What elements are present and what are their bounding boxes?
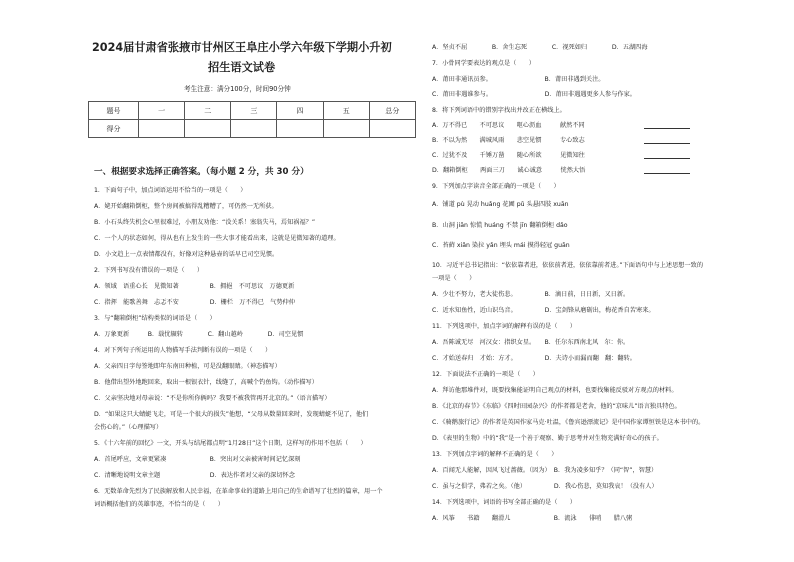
question-line: 会伤心的。”（心理描写） xyxy=(94,424,163,431)
question-line: A．百闻无人能解，因风飞过蔷薇。（因为） B．我为凌多知乎？（同“智”，智慧） xyxy=(432,467,658,474)
question-line: A．铺道 pù 晃动 huǎng 花圃 pǔ 头悬四肢 xuān xyxy=(432,201,569,208)
score-cell: 二 xyxy=(185,102,231,120)
question-line: C．父亲坚决地对母亲说：“不是你所你俩吗？我要不被我管再开北京的。”（语言描写） xyxy=(94,395,331,402)
question-line: 11．下列选项中，加点字词的解释有误的是（ ） xyxy=(432,323,576,330)
question-line: 14．下列选项中，词语的书写全部正确的是（ ） xyxy=(432,499,576,506)
score-table-score-row xyxy=(89,120,416,138)
score-input-cell[interactable] xyxy=(139,120,185,138)
question-line: D．翻箱倒柜 两面三刀 诚心诚意 恍然大悟 xyxy=(432,167,586,174)
question-line: C．近水知鱼性，近山识鸟音。 D．宝剑锋从磨砺出，梅花香自苦寒来。 xyxy=(432,307,655,314)
question-line: A．吾陈诚无尽 河汉女：指织女星。 B．任尔东西南北风 尔：你。 xyxy=(432,339,630,346)
question-line: B．山洞 jiān 惊慌 huáng 不禁 jīn 翻箱倒柜 dǎo xyxy=(432,222,568,229)
exam-title-line2: 招生语文试卷 xyxy=(208,61,276,74)
answer-blank[interactable] xyxy=(644,167,690,174)
question-line: 5．《十六年前的回忆》一文，开头与结尾都点明“1月28日”这个日期，这样写的作用不包括（ ） xyxy=(94,440,367,447)
question-line: A．领域 语重心长 见微知著 B．拥挹 不可思议 万德更新 xyxy=(94,283,295,290)
question-line: C．过犹不及 千锤万凿 随心所欲 见微知往 xyxy=(432,152,585,159)
question-line: 9．下列加点字读音全部正确的一项是（ ） xyxy=(432,183,560,190)
exam-title-line1: 2024届甘肃省张掖市甘州区王阜庄小学六年级下学期小升初 xyxy=(92,41,392,54)
question-line: 4．对下列句子所运用的人物描写手法判断有误的一项是（ ） xyxy=(94,347,272,354)
question-line: 6．无数革命先烈为了民族解放和人民幸福，在革命事业的道路上用自己的生命谱写了壮烈的篇章，用一个 xyxy=(94,488,383,495)
question-line: D．小文趋上一点表情都没有，好像对这种悬壶的话早已司空见惯。 xyxy=(94,251,279,258)
score-input-cell[interactable] xyxy=(323,120,369,138)
score-input-cell[interactable] xyxy=(369,120,415,138)
question-line: 8．将下列词语中的错别字找出并改正在横线上。 xyxy=(432,107,566,114)
score-cell: 一 xyxy=(139,102,185,120)
score-cell: 四 xyxy=(277,102,323,120)
question-line: B．《北京的春节》《东临》《四时田园杂兴》的作者都是老舍，他的“京味儿”语言独具特色。 xyxy=(432,403,681,410)
question-line: C．莆田非遇谁参与。 D．莆田非遇遇更多人参与作家。 xyxy=(432,91,636,98)
score-cell: 题号 xyxy=(89,102,139,120)
score-table-header-row xyxy=(89,102,416,120)
question-line: A．万象更新 B．载忧辗转 C．翻山越岭 D．司空见惯 xyxy=(94,331,304,338)
question-line: D．“如果这只大蜻蜓飞走，可是一个很大的损失”他想，“父母从数量回来时，发现蜻蜓不见了，他们 xyxy=(94,411,369,418)
score-input-cell[interactable] xyxy=(185,120,231,138)
question-line: A．父亲四日字每签地即年东南田种植，可是没翻眼睛。（神态描写） xyxy=(94,363,281,370)
question-line: C．《骑鹅旅行记》的作者是英国作家马克·吐温，《鲁宾逊漂流记》是中国作家谭恒铁是这本书中的。 xyxy=(432,419,705,426)
question-line: 10．习近平总书记指出：“依依靠者进，依依前者进，依依靠前者进。”下面语句中与上述思想一致的 xyxy=(432,262,704,269)
answer-blank[interactable] xyxy=(644,152,690,159)
question-line: A．拜访他那堆件对，既要找集能证明自己观点的材料，也要找集能反驳对方观点的材料。 xyxy=(432,387,678,394)
question-line: 2．下列书写没有错误的一项是（ ） xyxy=(94,267,204,274)
question-line: C．苔藓 xiǎn 染拉 yǎn 埋头 mái 摸得轻冠 guān xyxy=(432,242,570,249)
question-line: C．清晰地说明文章主题 D．表达作者对父亲的深切怀念 xyxy=(94,472,295,479)
score-cell: 得分 xyxy=(89,120,139,138)
answer-blank[interactable] xyxy=(644,137,690,144)
score-input-cell[interactable] xyxy=(231,120,277,138)
score-table xyxy=(88,101,416,138)
answer-blank[interactable] xyxy=(644,122,690,129)
question-line: A．坚贞不屈 B．舍生忘死 C．视死如归 D．五湖四海 xyxy=(432,44,648,51)
question-line: A．莆田非通讯员参。 B．莆田非遇到关注。 xyxy=(432,76,605,83)
question-line: C．虽与之俱学，弗若之矣。（他） D．我心伤悲，莫知我哀！（没有人） xyxy=(432,483,658,490)
score-input-cell[interactable] xyxy=(277,120,323,138)
question-line: 13．下列加点字词的解释不正确的是（ ） xyxy=(432,451,558,458)
question-line: C．指挥 能歌善舞 忐忑不安 D．栅栏 万不得已 气势仲仲 xyxy=(94,299,295,306)
question-line: 3．与“翻箱倒柜”结构类似的词语是（ ） xyxy=(94,315,216,322)
question-line: A．风筝 书籍 翻滑儿 B．流泳 俳哨 腊八粥 xyxy=(432,515,633,522)
score-cell: 总分 xyxy=(369,102,415,120)
score-cell: 三 xyxy=(231,102,277,120)
question-line: 1．下面句子中，加点词语运用不恰当的一项是（ ） xyxy=(94,187,247,194)
exam-notice: 考生注意：满分100分，时间90分钟 xyxy=(184,85,291,93)
question-line: A．首尾呼应，文章更紧凑 B．突出对父亲被害时间记忆深刻 xyxy=(94,456,301,463)
question-line: A．万不得已 不可思议 呕心沥血 献然不同 xyxy=(432,122,585,129)
question-line: B．他借出望外地跑回来，取出一根银衣针，线缝了，高喊个钓鱼钩。（动作描写） xyxy=(94,379,318,386)
question-line: C．才始送春归 才始：方才。 D．夫诗小而漏而翻 翻：翻转。 xyxy=(432,355,636,362)
question-line: 7．小骨同学要表达的观点是（ ） xyxy=(432,60,535,67)
question-line: 词语概括他们的英雄事迹，不恰当的是（ ） xyxy=(94,501,224,508)
question-line: 一项是（ ） xyxy=(432,275,476,282)
section-heading: 一、根据要求选择正确答案。（每小题 2 分，共 30 分） xyxy=(94,167,309,177)
question-line: A．姥开始翻箱倒柜，整个房间被搞得乱糟糟了，可仍然一无所获。 xyxy=(94,203,278,210)
question-line: B．不以为然 满城风雨 悲空见惯 专心致志 xyxy=(432,137,585,144)
score-cell: 五 xyxy=(323,102,369,120)
question-line: 12．下面说法不正确的一项是（ ） xyxy=(432,371,539,378)
question-line: A．少壮不努力，老大徒伤悲。 B．滴日前，日日新，又日新。 xyxy=(432,291,630,298)
question-line: D．《表里的生物》中的“我”是一个善于观察、勤于思考并对生物充满好奇心的孩子。 xyxy=(432,435,663,442)
question-line: C．一个人的状态如何，得从也有上发生的一些大事才能看出来，这就是见微知著的道理。 xyxy=(94,235,340,242)
question-line: B．小石头终失机会心里很难过，小朋友劝他：“没关系！塞翁失马，焉知祸福？” xyxy=(94,219,316,226)
